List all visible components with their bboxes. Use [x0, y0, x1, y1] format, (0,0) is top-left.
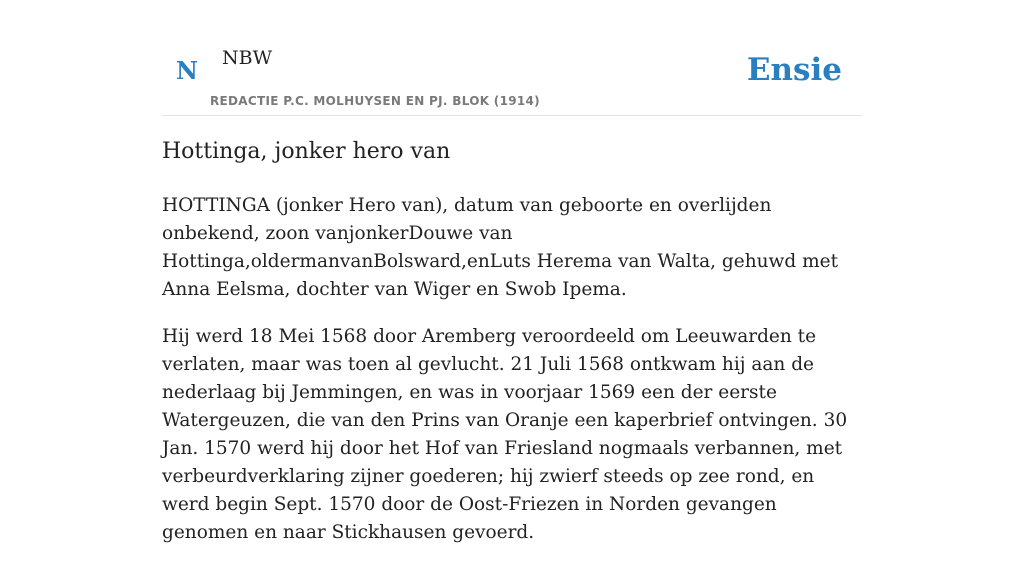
- brand-logo[interactable]: Ensie: [746, 52, 842, 88]
- article-paragraph: Hij werd 18 Mei 1568 door Aremberg veroordeeld om Leeuwarden te verlaten, maar was toen al gevlucht. 21 Juli 1568 ontkwam hij aan de nederlaag bij Jemmingen, en was in voorjaar 1569 een der eerste Watergeuzen, die van den Prins van Oranje een kaperbrief ontvingen. 30 Jan. 1570 werd hij door het Hof van Friesland nogmaals verbannen, met verbeurdverklaring zijner goederen; hij zwierf steeds op zee rond, en werd begin Sept. 1570 door de Oost-Friezen in Norden gevangen genomen en naar Stickhausen gevoerd.: [162, 326, 848, 543]
- source-editors: REDACTIE P.C. MOLHUYSEN EN PJ. BLOK (1914): [210, 94, 540, 108]
- article-paragraph: HOTTINGA (jonker Hero van), datum van geboorte en overlijden onbekend, zoon vanjonkerDouwe van Hottinga,oldermanvanBolsward,enLuts Herema van Walta, gehuwd met Anna Eelsma, dochter van Wiger en Swob Ipema.: [162, 195, 839, 300]
- source-name[interactable]: NBW: [222, 47, 273, 69]
- article-title: Hottinga, jonker hero van: [162, 139, 451, 164]
- article-body: [162, 192, 864, 566]
- header: [162, 40, 862, 116]
- source-logo[interactable]: N: [176, 56, 198, 85]
